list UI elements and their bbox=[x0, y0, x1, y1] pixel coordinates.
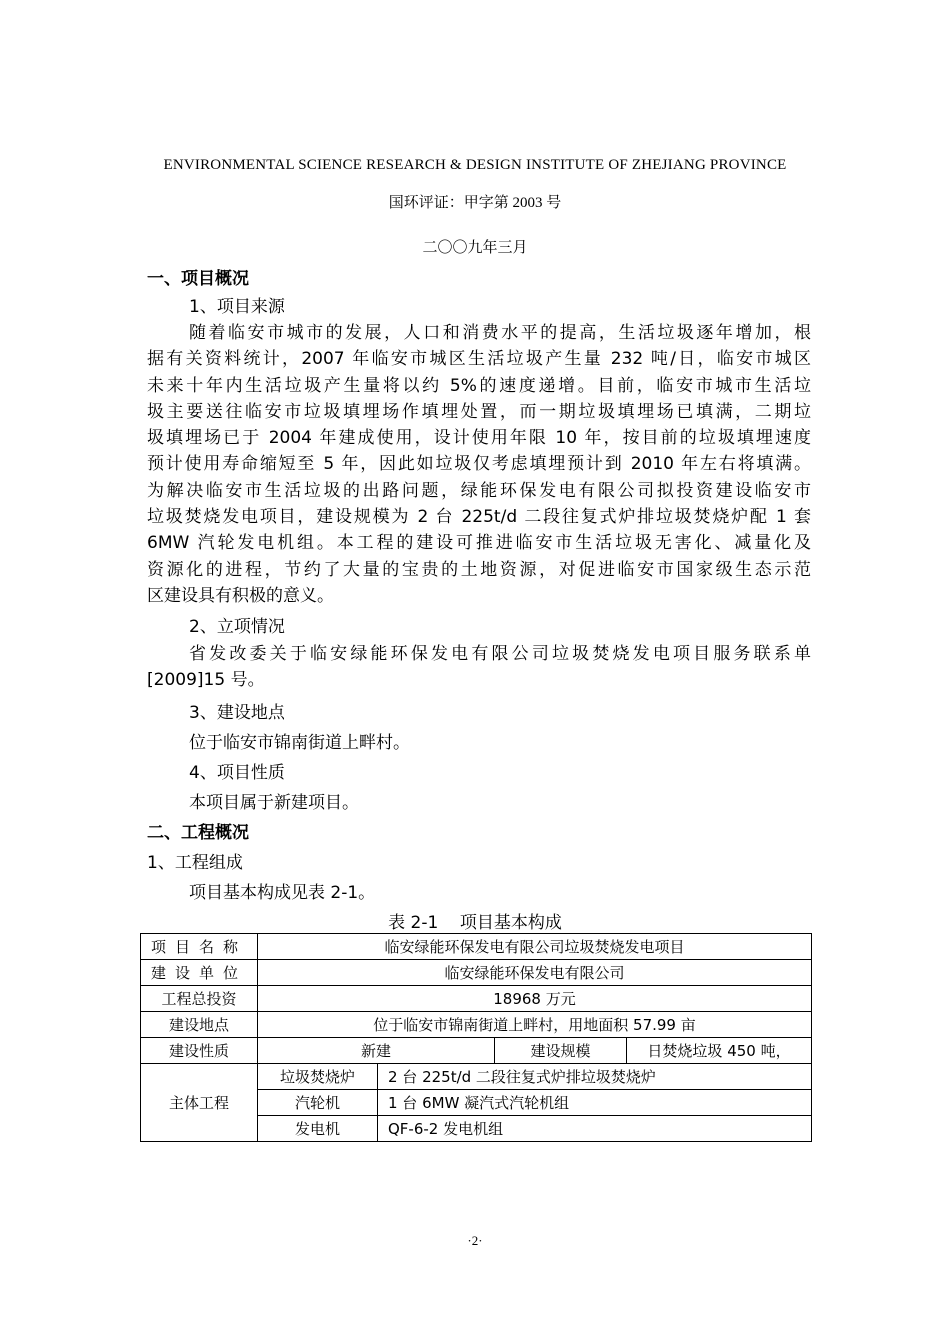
institute-english-name: ENVIRONMENTAL SCIENCE RESEARCH & DESIGN INSTITUTE OF ZHEJIANG PROVINCE bbox=[163, 157, 787, 173]
report-date: 二〇〇九年三月 bbox=[422, 240, 528, 256]
paragraph-line: 圾主要送往临安市垃圾填埋场作填埋处置，而一期垃圾填埋场已填满，二期垃 bbox=[147, 401, 811, 422]
paragraph-line: 为解决临安市生活垃圾的出路问题，绿能环保发电有限公司拟投资建设临安市 bbox=[147, 480, 811, 501]
equipment-desc: 2 台 225t/d 二段往复式炉排垃圾焚烧炉 bbox=[378, 1064, 812, 1090]
row-value: 临安绿能环保发电有限公司 bbox=[258, 960, 812, 986]
equipment-name: 汽轮机 bbox=[258, 1090, 378, 1116]
row-label: 建设地点 bbox=[141, 1012, 258, 1038]
paragraph-line: 圾填埋场已于 2004 年建成使用，设计使用年限 10 年，按目前的垃圾填埋速度 bbox=[147, 428, 811, 449]
main-works-label: 主体工程 bbox=[141, 1064, 258, 1142]
sub4-heading: 4、项目性质 bbox=[189, 763, 285, 783]
paragraph-line: 预计使用寿命缩短至 5 年，因此如垃圾仅考虑填埋预计到 2010 年左右将填满。 bbox=[147, 454, 811, 475]
paragraph-line: 随着临安市城市的发展，人口和消费水平的提高，生活垃圾逐年增加，根 bbox=[189, 323, 811, 343]
row-value: 位于临安市锦南街道上畔村，用地面积 57.99 亩 bbox=[258, 1012, 812, 1038]
row-label: 建设性质 bbox=[141, 1038, 258, 1064]
table-caption: 表 2-1 项目基本构成 bbox=[388, 913, 562, 933]
project-basic-table bbox=[140, 933, 812, 1142]
row-value: 新建 bbox=[258, 1038, 495, 1064]
paragraph-line: 6MW 汽轮发电机组。本工程的建设可推进临安市生活垃圾无害化、减量化及 bbox=[147, 533, 811, 554]
paragraph-line: [2009]15 号。 bbox=[147, 670, 265, 691]
nature-text: 本项目属于新建项目。 bbox=[189, 793, 359, 813]
paragraph-line: 据有关资料统计，2007 年临安市城区生活垃圾产生量 232 吨/日，临安市城区 bbox=[147, 349, 811, 370]
table-row bbox=[141, 1038, 812, 1064]
table-row bbox=[141, 986, 812, 1012]
section1-heading: 一、项目概况 bbox=[147, 269, 249, 289]
project-origin-paragraph bbox=[147, 320, 811, 609]
table-row bbox=[141, 1064, 812, 1090]
paragraph-line: 资源化的进程，节约了大量的宝贵的土地资源，对促进临安市国家级生态示范 bbox=[147, 559, 811, 580]
row-label: 工程总投资 bbox=[141, 986, 258, 1012]
paragraph-line: 省发改委关于临安绿能环保发电有限公司垃圾焚烧发电项目服务联系单 bbox=[189, 644, 811, 664]
table-row bbox=[141, 1012, 812, 1038]
section2-heading: 二、工程概况 bbox=[147, 823, 249, 843]
equipment-desc: 1 台 6MW 凝汽式汽轮机组 bbox=[378, 1090, 812, 1116]
row-label: 建设单位 bbox=[141, 960, 258, 986]
approval-paragraph bbox=[147, 641, 811, 694]
scale-label: 建设规模 bbox=[495, 1038, 627, 1064]
row-label: 项目名称 bbox=[141, 934, 258, 960]
section2-sub1-heading: 1、工程组成 bbox=[147, 853, 243, 873]
scale-value: 日焚烧垃圾 450 吨， bbox=[627, 1038, 812, 1064]
certificate-number: 国环评证：甲字第 2003 号 bbox=[388, 195, 562, 211]
table-row bbox=[141, 934, 812, 960]
table-row bbox=[141, 960, 812, 986]
row-value: 18968 万元 bbox=[258, 986, 812, 1012]
equipment-name: 发电机 bbox=[258, 1116, 378, 1142]
sub3-heading: 3、建设地点 bbox=[189, 703, 285, 723]
equipment-desc: QF-6-2 发电机组 bbox=[378, 1116, 812, 1142]
location-text: 位于临安市锦南街道上畔村。 bbox=[189, 733, 410, 753]
paragraph-line: 未来十年内生活垃圾产生量将以约 5%的速度递增。目前，临安市城市生活垃 bbox=[147, 375, 811, 396]
paragraph-line: 区建设具有积极的意义。 bbox=[147, 585, 334, 606]
equipment-name: 垃圾焚烧炉 bbox=[258, 1064, 378, 1090]
row-value: 临安绿能环保发电有限公司垃圾焚烧发电项目 bbox=[258, 934, 812, 960]
table-reference-text: 项目基本构成见表 2-1。 bbox=[189, 883, 376, 903]
page-number: ·2· bbox=[467, 1233, 483, 1248]
paragraph-line: 垃圾焚烧发电项目，建设规模为 2 台 225t/d 二段往复式炉排垃圾焚烧炉配 1 套 bbox=[147, 507, 811, 528]
sub2-heading: 2、立项情况 bbox=[189, 617, 285, 637]
sub1-heading: 1、项目来源 bbox=[189, 297, 285, 317]
